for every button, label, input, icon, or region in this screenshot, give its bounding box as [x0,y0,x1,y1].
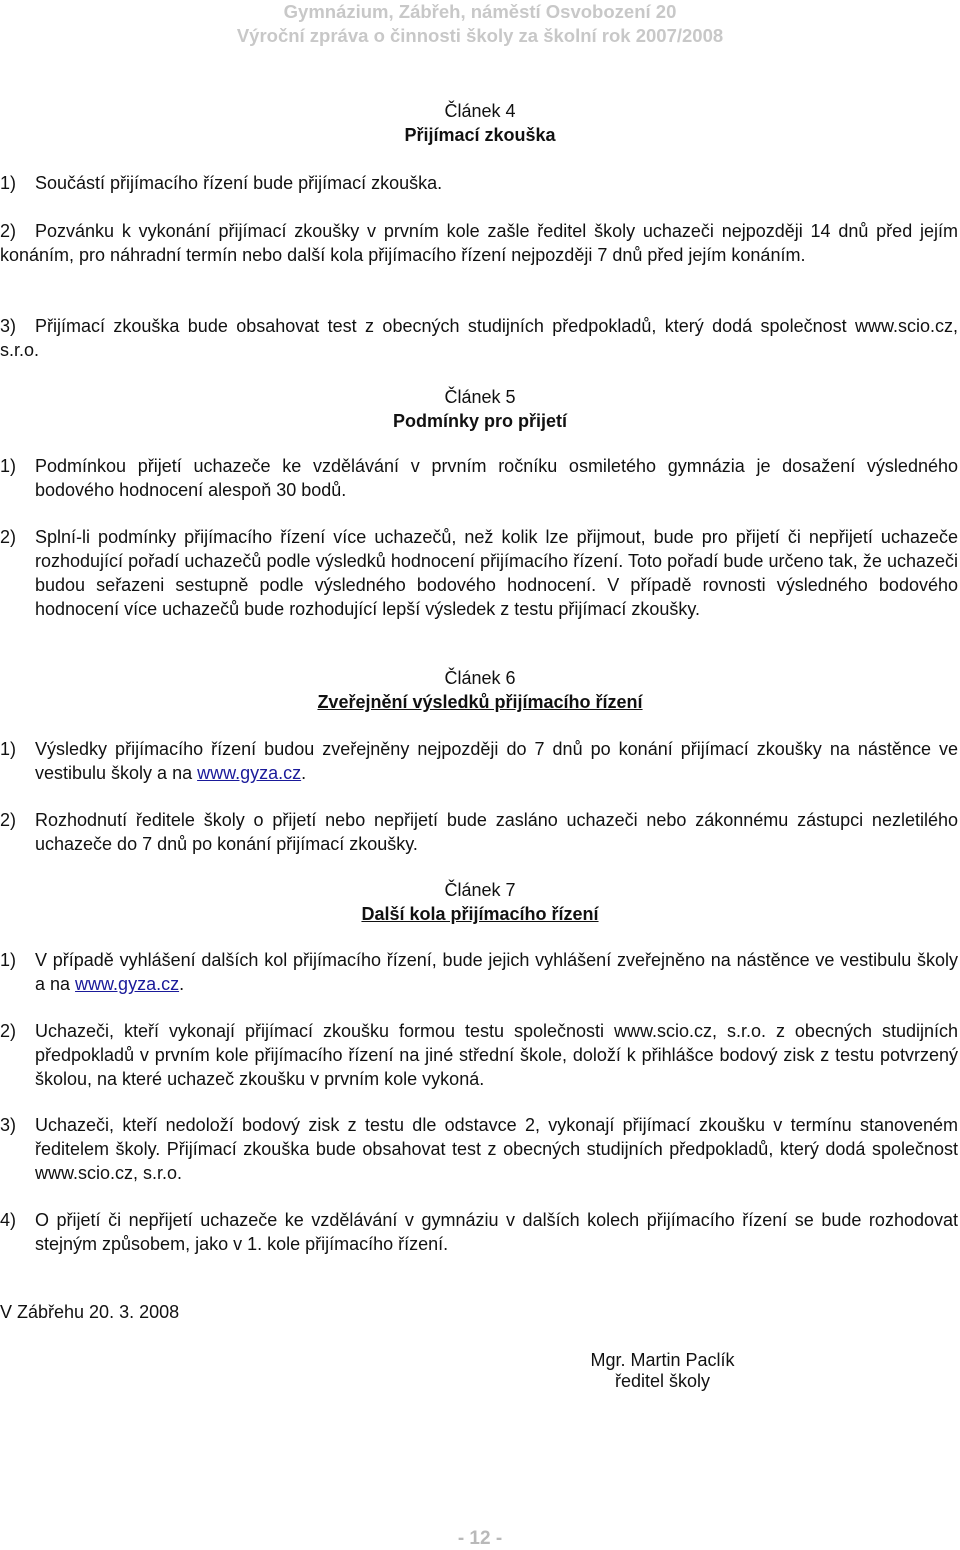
item-number: 1) [0,739,17,759]
art7-item-4 [0,1208,958,1256]
article-4-name: Přijímací zkouška [404,125,556,145]
art5-item-2 [0,525,958,621]
item-number: 2) [0,221,17,241]
art4-item-1 [0,171,958,195]
document-header [0,0,960,48]
article-5-label: Článek 5 [444,387,516,407]
item-number: 1) [0,173,17,193]
item-number: 3) [0,316,17,336]
item-text: Uchazeči, kteří nedoloží bodový zisk z testu dle odstavce 2, vykonají přijímací zkoušku v termínu stanoveném ředitelem školy. Přijímací zkouška bude obsahovat test z obecných studijních předpokladů, který dodá společnost www.scio.cz, s.r.o. [35,1115,958,1183]
article-5-name: Podmínky pro přijetí [392,411,568,431]
art7-item-2 [0,1019,958,1091]
item-text: Uchazeči, kteří vykonají přijímací zkoušku formou testu společnosti www.scio.cz, s.r.o. z obecných studijních předpokladů v prvním kole přijímacího řízení na jiné střední škole, doloží k přihlášce bodový zisk z testu potvrzený školou, na které uchazeč zkoušku v prvním kole vykoná. [35,1021,958,1089]
item-text [35,948,958,996]
article-4-label: Článek 4 [444,101,516,121]
art4-item-3 [0,314,958,362]
page-number: - 12 - [457,1528,503,1549]
item-number: 1) [0,950,17,970]
item-number: 1) [0,456,17,476]
article-6-label: Článek 6 [444,668,516,688]
item-text: O přijetí či nepřijetí uchazeče ke vzdělávání v gymnáziu v dalších kolech přijímacího řízení se bude rozhodovat stejným způsobem, jako v 1. kole přijímacího řízení. [35,1210,958,1254]
item-text: Součástí přijímacího řízení bude přijímací zkouška. [35,173,443,193]
signature-block [560,1350,765,1392]
item-text-end: . [179,974,185,994]
article-5-heading [0,385,960,433]
article-6-heading [0,666,960,714]
art7-item-3 [0,1113,958,1185]
school-website-link[interactable]: www.gyza.cz [75,974,180,994]
item-text-main: V případě vyhlášení dalších kol přijímacího řízení, bude jejich vyhlášení zveřejněno na nástěnce ve vestibulu školy a na [35,950,958,994]
item-text: Podmínkou přijetí uchazeče ke vzdělávání v prvním ročníku osmiletého gymnázia je dosažení výsledného bodového hodnocení alespoň 30 bodů. [35,456,958,500]
item-text: Splní-li podmínky přijímacího řízení více uchazečů, než kolik lze přijmout, bude pro přijetí či nepřijetí uchazeče rozhodující pořadí uchazečů podle výsledků hodnocení přijímacího řízení. Toto pořadí bude určeno tak, že uchazeči budou seřazeni sestupně podle výsledného bodového hodnocení. V případě rovnosti výsledného bodového hodnocení více uchazečů bude rozhodující lepší výsledek z testu přijímací zkoušky. [35,527,958,619]
article-6-name: Zveřejnění výsledků přijímacího řízení [317,692,643,712]
signatory-name: Mgr. Martin Paclík [590,1350,735,1370]
item-text-end: . [301,763,307,783]
item-number: 2) [0,810,17,830]
school-website-link[interactable]: www.gyza.cz [197,763,302,783]
art5-item-1 [0,454,958,502]
art6-item-1 [0,737,958,785]
item-number: 3) [0,1115,17,1135]
item-text: Rozhodnutí ředitele školy o přijetí nebo nepřijetí bude zasláno uchazeči nebo zákonnému zástupci nezletilého uchazeče do 7 dnů po konání přijímací zkoušky. [35,810,958,854]
item-number: 4) [0,1210,17,1230]
art7-item-1 [0,948,958,996]
item-text: Pozvánku k vykonání přijímací zkoušky v prvním kole zašle ředitel školy uchazeči nejpozději 14 dnů před jejím konáním, pro náhradní termín nebo další kola přijímacího řízení nejpozději 7 dnů před jejím konáním. [0,221,958,265]
article-7-label: Článek 7 [444,880,516,900]
item-number: 2) [0,527,17,547]
item-text [35,737,958,785]
place-and-date: V Zábřehu 20. 3. 2008 [0,1302,180,1322]
item-text-main: Výsledky přijímacího řízení budou zveřejněny nejpozději do 7 dnů po konání přijímací zkoušky na nástěnce ve vestibulu školy a na [35,739,958,783]
article-4-heading [0,99,960,147]
art4-item-2 [0,219,958,267]
article-7-heading [0,878,960,926]
art6-item-2 [0,808,958,856]
header-school: Gymnázium, Zábřeh, náměstí Osvobození 20 [283,1,677,22]
item-text: Přijímací zkouška bude obsahovat test z obecných studijních předpokladů, který dodá společnost www.scio.cz, s.r.o. [0,316,958,360]
article-7-name: Další kola přijímacího řízení [361,904,599,924]
item-number: 2) [0,1021,17,1041]
header-report-title: Výroční zpráva o činnosti školy za školní rok 2007/2008 [236,25,724,46]
signatory-role: ředitel školy [614,1371,711,1391]
